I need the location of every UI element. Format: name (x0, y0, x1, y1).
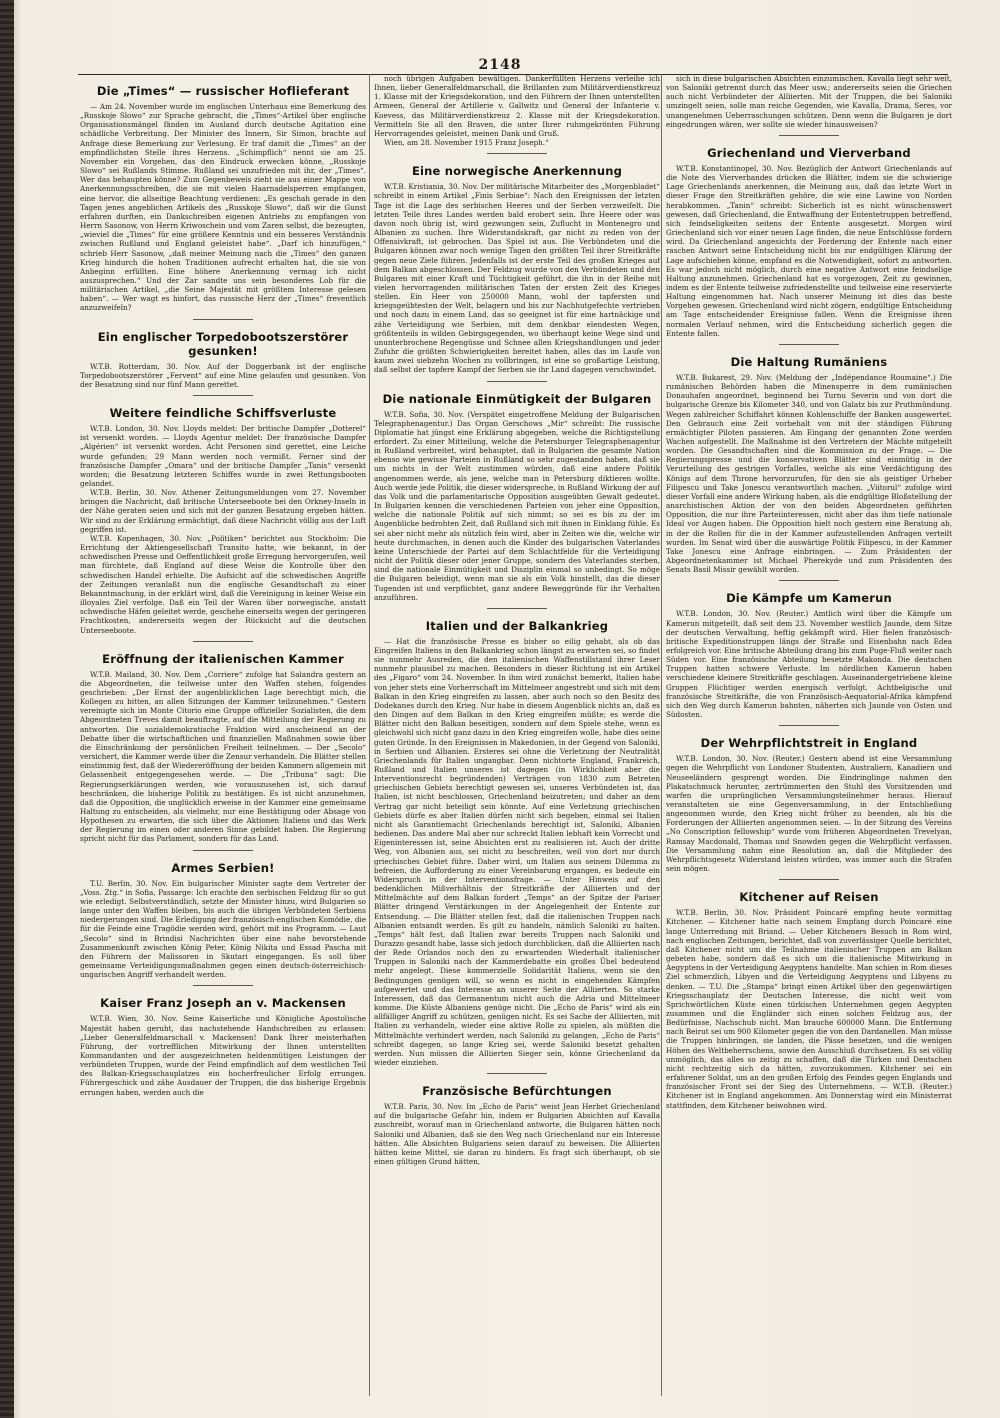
article-headline: Italien und der Balkankrieg (425, 618, 609, 633)
article-separator (193, 641, 253, 642)
article-paragraph: W.T.B. Bukarest, 29. Nov. (Meldung der „Indépendance Roumaine“.) Die rumänischen Behörden haben die Minensperre in dem rumänischen Donauhafen angeordnet, beginnend bei Turnu Severin und von dort die bulgarische Grenze bis Kilometer 340, und von Galatz bis zur Pruthmündung. Wegen zahlreicher Schiffahrt können Kohlenschiffe der Banken ausgewertet. Den Gebrauch eine Zeit vorbehalt von mit der ständigen Führung ermächtigter Piloten passieren. Am Eingang der genannten Zone werden Wachen aufgestellt. Die Maßnahme ist den Vertretern der Mächte mitgeteilt worden. Die Gesandtschaften sind die Kommission zu der Frage. — Die Regierungspresse und die konservativen Blätter sind einmütig in der Verurteilung des gestrigen Vorfalles, welche als eine Verdächtigung des Königs auf dem Throne hervorzurufen, für den sie als geistiger Urheber Filipescu und Take Jonescu verantwortlich machen. „Viitorul“ zufolge wird dieser Vorfall eine andere Wirkung haben, als die endgültige Bloßstellung der anarchistischen Aktion der von den beiden Abgeordneten geführten Opposition, die nur ihre Parteiinteressen, nicht aber das ihm tiefe nationale Ideal vor Augen haben. Die Opposition hielt noch gestern eine Beratung ab, in der die Rollen für die in der Kammer aufzustellenden Anfragen verteilt wurden. Im Senat wird über die auswärtige Politik Filipescu, in der Kammer Take Jonescu eine Anfrage einbringen. — Zum Präsidenten der Abgeordnetenkammer ist Michael Pherekyde und zum Präsidenten des Senats Basil Missir gewählt worden. (666, 372, 952, 575)
article-separator (487, 381, 547, 382)
article-paragraph: W.T.B. Wien, 30. Nov. Seine Kaiserliche und Königliche Apostolische Majestät haben geruht, das nachstehende Handschreiben zu erlassen: „Lieber Generalfeldmarschall v. Mackensen! Dank Ihrer meisterhaften Führung, der vortrefflichen Mitwirkung der Ihnen unterstellten Kommandanten und der ausgezeichneten heldenmütigen Leistungen der verbündeten Truppen, wurde der Feind empfindlich auf dem westlichen Teil des Balkan-Kriegsschauplatzes ein hocherfreulicher Erfolg errungen. Führergeschick und zähe Ausdauer der Truppen, die das bisherige Ergebnis errungen haben, werden auch die (80, 1014, 366, 1097)
article-headline: Weitere feindliche Schiffsverluste (109, 406, 337, 421)
article-separator (779, 344, 839, 345)
article-headline: Französische Befürchtungen (422, 1084, 612, 1099)
article (374, 619, 660, 1067)
article-headline: Die nationale Einmütigkeit der Bulgaren (382, 391, 652, 406)
article (666, 74, 952, 129)
article (374, 1084, 660, 1166)
article (666, 591, 952, 719)
article (374, 74, 660, 147)
article (80, 330, 366, 389)
article-paragraph: W.T.B. Kristiania, 30. Nov. Der militärische Mitarbeiter des „Morgenbladet“ schreibt in einem Artikel „Finis Serbiae“: Nach den Ereignissen der letzten Tage ist die Lage des serbischen Heeres und der Serben verzweifelt. Die letzten Teile ihres Landes werden bald erobert sein. Ihre Heere oder was davon noch übrig ist, wird gezwungen sein, Zuflucht in Montenegro und Albanien zu suchen. Ihre Widerstandskraft, gar nicht zu reden von der Offensivkraft, ist gebrochen. Das Spiel ist aus. Die Verbündeten und die Bulgaren können zwar noch wenige Tagen den größten Teil ihrer Streitkräfte gegen neue Ziele führen. Jedenfalls ist der erste Teil des großen Krieges auf dem Balkan abgeschlossen. Der Feldzug wurde von den Verbündeten und den Bulgaren mit einer Kraft und Tüchtigkeit geführt, die ihn in der Reihe mit vielen hervorragenden militärischen Taten der ersten Zeit des Krieges stellen. Ein Heer von 250000 Mann, wohl der tapfersten und kriegsgeübtesten der Welt, belagern und bis zur Nachhutgefechte vertrieben und noch dazu in einem Land, das so geeignet ist für eine hartnäckige und zähe Verteidigung wie Serbien, mit dem denkbar elendesten Wegen, größtenteils in wilden Gebirgsgegenden, wo überhaupt keine Wege sind und ununterbrochene Regengüsse und Schnee allen Kriegshandlungen und jeder Zufuhr die größten Schwierigkeiten bereitet haben, alles das im Laufe von kaum zwei siebzehn Wochen zu vollbringen, ist eine so großartige Leistung, daß selbst der tapfere Kampf der Serben sie ihr Land dagegen verschwindet. (374, 182, 660, 375)
article-headline: Die Haltung Rumäniens (730, 354, 888, 369)
article-separator (779, 879, 839, 880)
article-paragraph: W.T.B. Kopenhagen, 30. Nov. „Politiken“ berichtet aus Stockholm: Die Errichtung der Aktiengesellschaft Transito hatte, wie bekannt, in der schwedischen Presse und Oeffentlichkeit große Erregung hervorgerufen, weil man fürchtete, daß England auf diese Weise die Kontrolle über den schwedischen Handel erhielte. Die Aufsicht auf die schwedischen Angriffe der Zeitungen veranlaßt nun die englische Gesandtschaft zu einer Bekanntmachung, in der erklärt wird, daß die Vereinigung in keiner Weise ein illoyales Ziel verfolge. Daß ein Teil der Waren über norwegische, anstatt schwedische Häfen geleitet werde, geschehe einerseits wegen der geringeren Frachtkosten, andererseits wegen der Rücksicht auf die deutschen Unterseeboote. (80, 533, 366, 635)
article (80, 406, 366, 635)
article-separator (487, 1073, 547, 1074)
article-headline: Die „Times“ — russischer Hoflieferant (96, 84, 350, 98)
article-separator (487, 608, 547, 609)
article-headline: Kitchener auf Reisen (739, 890, 879, 905)
article-paragraph: W.T.B. Mailand, 30. Nov. Dem „Corriere“ zufolge hat Salandra gestern an die Abgeordneten, die teilweise unter den Waffen stehen, folgendes geschrieben: „Der Ernst der augenblicklichen Lage berechtigt mich, die Kollegen zu bitten, an allen Sitzungen der Kammer teilzunehmen.“ Gestern vereinigte sich im Monte Citorio eine Gruppe offizieller Sozialisten, die dem Abgeordneten Treves damit beauftragte, auf die Mitteilung der Regierung zu antworten. Die sozialdemokratische Fraktion wird anscheinend an der Debatte über die wirtschaftlichen und finanziellen Maßnahmen sowie über die Einschränkung der persönlichen Freiheit teilnehmen. — Der „Secolo“ versichert, die Kammer werde über die Zensur verhandeln. Die Blätter stellen einstimmig fest, daß der Wiedereröffnung der beiden Kammern allgemein mit Gelassenheit entgegengesehen werde. — Die „Tribuna“ sagt: Die Regierungserklärungen werden, wie vorauszusehen ist, sich darauf beschränken, die bisherige Politik zu bestätigen. Es ist nicht anzunehmen, daß die Opposition, die unglücklich erweise in der Kammer eine gemeinsame Haltung zu entscheiden, als vielmehr, nur eine Bestätigung oder Absage von Hypothesen zu erwarten, die sich über die Aktionen Italiens und das Werk der Regierung im einen oder anderen Sinne gebildet haben. Die Regierung spricht nicht für das Parlament, sondern für das Land. (80, 669, 366, 844)
article-headline: Ein englischer Torpedobootszerstörer gesunken! (97, 329, 349, 358)
article-paragraph: — Hat die französische Presse es bisher so eilig gehabt, als ob das Eingreifen Italiens in den Balkankrieg schon längst zu erwarten sei, so findet sie nunmehr Ausreden, die den italienischen Waffenstillstand ihrer Leser nunmehr plausibel zu machen. Besonders in dieser Richtung ist ein Artikel des „Figaro“ vom 24. November. In ihm wird zunächst bemerkt, Italien habe von jeher stets eine Vorherrschaft im Mittelmeer angestrebt und sich mit dem Balkan in den Krieg eingreifen zu lassen, aber auch noch so den Besitz des Dodekanes durch den Krieg. Nur habe in diesem Augenblick nichts an, daß es den Dingen auf dem Balkan in den Krieg eingreifen müßte; es werde die Blätter nicht den Balkan beseitigen, sondern auf dem Spiele stehe, wenn es gleichwohl sich nicht ganz dazu in den Krieg eingreifen wolle, habe dies seine guten Gründe. In den Ereignissen in Makedonien, in der Gegend von Saloniki, in Serbien und Albanien. Ersteres sei ohne die Verletzung der Neutralität Griechenlands für Italien ungangbar. Denn nichtorte England, Frankreich, Rußland und Italien unseres ist dagegen (in Wirklichkeit aber die Interventionsrecht begründenden) Verträgen von 1830 zum Betreten griechischen Gebiets berechtigt gewesen sei, unseres Verbündeten ist, das Italien, ist nicht beschlossen, Griechenland beizutreten; und daher an dem Vertrag gar nicht beteiligt sein könnte. Auf eine Verletzung griechischen Gebiets dürfe es aber Italien dürfen nicht sich begeben, einmal sei Italien nicht als Garantiemacht Griechenlands berechtigt ist, Saloniki, Albanien bedienen. Das andere Mal aber nur schreckt Italien lebhaft kein Vorrecht und Eigeninteressen ist, seine Absichten erst zu realisieren ist. Auch der dritte Weg, von Albanien aus, sei nicht zu beschreiten, weil von dort nur durch griechisches Gebiet führe. Daher wird, um Italien aus seinem Dilemma zu befreien, die Aufforderung zu einer Vereinbarung ergangen, es bedeute ein Widerspruch in der Interventionsfrage. — Unter Hinweis auf den bedenklichen Mißverhältnis der Streitkräfte der Alliierten und der Mittelmächte auf dem Balkan fordert „Temps“ an der Spitze der Pariser Blätter dringend Verstärkungen in der Angelegenheit der Entente zur Entsendung. — Die Blätter stellen fest, daß die italienischen Truppen nach Albanien entsandt werden. Es gilt zu handeln, nämlich Saloniki zu halten. „Temps“ hält fest, daß Italien zwar bereits Truppen nach Saloniki und Durazzo gesandt habe, lasse sich jedoch durchblicken, daß die Alliierten nach der Rede Orlandos noch den zu erwartenden Wiederhalt italienischer Truppen in Saloniki nach der Kammerdebatte ein großes Übel bedeutend mehr angelegt. Diese kommerzielle Solidarität Italiens, wenn sie den Bedingungen genügen will, so wenn es nicht in eingehenden Kämpfen aufgewertet und das Interesse an unserer Seite der Alliierten. So starke Interessen, daß das Germanentum nicht auch die Adria und Mittelmeer komme. Die Küste Albaniens genüge nicht. Die „Echo de Paris“ wird als ein allfälliger Angriff zu schützen, genügen nicht. Es sei Sache der Alliierten, mit Italien zu verhandeln, wieder eine aktive Rolle zu spielen, als müßten die Mittelmächte verhindert werden, nach Saloniki zu gelangen, „Echo de Paris“ schreibt dagegen, so lange Krieg sei, werde Saloniki besetzt gehalten werden. Nun müssen die Alliierten Sieger sein, könne Griechenland da wieder einziehen. (374, 636, 660, 1067)
article-paragraph: Wien, am 28. November 1915 Franz Joseph.“ (384, 138, 549, 148)
article-separator (487, 153, 547, 154)
article-separator (193, 395, 253, 396)
article-paragraph: W.T.B. Rotterdam, 30. Nov. Auf der Doggerbank ist der englische Torpedobootszerstörer „Fervent“ auf eine Mine gelaufen und gesunken. Von der Besatzung sind nur fünf Mann gerettet. (80, 361, 366, 389)
article-separator (193, 985, 253, 986)
article-paragraph: W.T.B. London, 30. Nov. (Reuter.) Gestern abend ist eine Versammlung gegen die Wehrpflicht von Londoner Studenten, Australiern, Kanadiern und Neuseeländern gesprengt worden. Die Eindringlinge nahmen den Plakatschmuck herunter, zertrümmerten den Stuhl des Vorsitzenden und warfen die ursprünglichen Versammlungsteilnehmer heraus. Hierauf veranstalteten sie eine Gegenversammlung, in der Entschließung angenommen wurde, den Krieg nicht früher zu beenden, als bis die Forderungen der Alliierten angenommen seien. — In der Sitzung des Vereins „No Conscription fellowship“ wurde vom früheren Abgeordneten Trevelyan, Ramsay Macdonald, Thomas und Snowden gegen die Wehrpflicht verfassen. Die Versammlung nahm eine Resolution an, daß die Mitglieder des Wehrpflichtsgesetz Widerstand leisten würden, was immer auch die Strafen sein mögen. (666, 754, 952, 874)
article (666, 736, 952, 873)
article-headline: Die Kämpfe um Kamerun (726, 591, 892, 606)
article-paragraph: T.U. Berlin, 30. Nov. Ein bulgarischer Minister sagte dem Vertreter der „Voss. Ztg.“ in Sofia, Passarge: Ich erachte den serbischen Feldzug für so gut wie erledigt. Selbstverständlich, setzte der Minister hinzu, wird Bulgarien so lange unter den Waffen bleiben, bis auch die übrigen Verbündeten Serbiens niedergerungen sind. Die Erledigung der französisch-englischen Komödie, die für die Feinde eine Tragödie werden wird, gehört mit ins Programm. — Laut „Secolo“ sind in Brindisi Nachrichten über eine nahe bevorstehende Zusammenkunft zwischen König Peter, König Nikita und Essad Pascha mit den Führern der Malissoren in Skutari eingegangen. Es soll über gemeinsame Verteidigungsmaßnahmen gegen einen deutsch-österreichisch-ungarischen Angriff verhandelt werden. (80, 878, 366, 980)
article-paragraph: W.T.B. London, 30. Nov. Lloyds meldet: Der britische Dampfer „Dotterel“ ist versenkt worden. — Lloyds Agentur meldet: Der französische Dampfer „Algérien“ ist versenkt worden. Acht Personen sind gerettet, eine Leiche wurde gefunden; 29 Mann werden noch vermißt. Ferner sind der französische Dampfer „Omara“ und der britische Dampfer „Tanis“ versenkt worden; die Besatzung letzteren Schiffes wurde in zwei Rettungsbooten gelandet. (80, 424, 366, 488)
article-paragraph: noch übrigen Aufgaben bewältigen. Dankerfüllten Herzens verleihe ich Ihnen, lieber Generalfeldmarschall, die Brillanten zum Militärverdienstkreuz 1. Klasse mit der Kriegsdekoration, und den Führern der Ihnen unterstellten Armeen, General der Artillerie v. Gallwitz und General der Infanterie v. Koevess, das Militärverdienstkreuz 2. Klasse mit der Kriegsdekoration. Vermitteln Sie all den Braven, die unter Ihrer ruhmgekrönten Führung Hervorragendes geleistet, meinen Dank und Gruß. (374, 74, 660, 138)
article-headline: Der Wehrpflichtstreit in England (700, 736, 918, 751)
column-3 (666, 74, 952, 1396)
article (80, 996, 366, 1096)
article (374, 392, 660, 602)
article (666, 355, 952, 574)
column-2 (374, 74, 660, 1396)
article-paragraph: sich in diese bulgarischen Absichten einzumischen. Kavalla liegt sehr weit, von Saloniki getrennt durch das Meer usw.; andererseits seien die Griechen auch nicht Verbündeter der Alliierten. Mit der Truppen, die bei Saloniki umzingelt seien, solle man reiche Gegenden, wie Kavalla, Drama, Seres, vor unangenehmen Ueberraschungen schützen. Denn wenn die Bulgaren je dort eingedrungen wären, wer sollte sie wieder hinausweisen? (666, 74, 952, 129)
article-headline: Armes Serbien! (171, 860, 275, 875)
article-separator (779, 725, 839, 726)
article-headline: Eröffnung der italienischen Kammer (102, 651, 344, 666)
column-1 (80, 74, 366, 1396)
article-paragraph: — Am 24. November wurde im englischen Unterhaus eine Bemerkung des „Russkoje Slowo“ zur Sprache gebracht, die „Times“-Artikel über englische Organisationsmängel fänden im Ausland durch deutsche Agitation eine schädliche Verbreitung. Der Minister des Innern, Sir Simon, brachte auf Anfrage diese Bemerkung zur Verlesung. Er traf damit die „Times“ an der empfindlichsten Stelle ihres Herzens. „Schimpflich“ nennt sie am 25. November ein Vorgehen, das den Eindruck erwecken könne, „Russkoje Slowo“ sei Rußlands Stimme. Rußland sei unzufrieden mit ihr, der „Times“. Wer das behaupten könne? Zum Gegenbeweis zieht sie aus einer Mappe von Anerkennungsschreiben, die sie mit vielen Haarnadelsperren empfangen, eine hervor, die allseitige Beachtung verdienen: „Es geschah gerade in den Tagen jenes angeblichen Artikels des „Russkoje Slowo“, daß wir die Gunst erfahren durften, ein Dankschreiben eigenen Antriebs zu empfangen von Herrn Sasonow, von Herrn Kriwoschein und vom Zaren selbst, die bezeugten, „wieviel die „Times“ für eine größere Kenntnis und ein besseres Verständnis zwischen Rußland und England geleistet habe“. „Darf ich hinzufügen,“ schrieb Herr Sasonow, „daß meiner Meinung nach die „Times“ den ganzen Krieg hindurch die hohen Traditionen aufrecht erhalten hat, die sie von Anbeginn erfüllten. Eine höhere Anerkennung vermag ich nicht auszusprechen.“ Und der Zar sandte uns sein besonderes Lob für die militärischen Artikel, „die Seine Majestät mit größtem Interesse gelesen haben“. — Wer wagt es hinfort, das russische Herz der „Times“ freventlich anzuzweifeln? (80, 102, 366, 313)
column-divider (369, 74, 370, 1396)
article-paragraph: W.T.B. Berlin, 30. Nov. Athener Zeitungsmeldungen vom 27. November bringen die Nachricht, daß britische Unterseeboote bei den Orkney-Inseln in der Nähe geraten seien und sich mit der ganzen Besatzung ergeben hätten. Wir sind zu der Erklärung ermächtigt, daß diese Nachricht völlig aus der Luft gegriffen ist. (80, 488, 366, 534)
article-headline: Eine norwegische Anerkennung (411, 164, 623, 179)
article-separator (193, 319, 253, 320)
article (666, 146, 952, 338)
page-number: 2148 (478, 57, 522, 73)
article (374, 164, 660, 374)
article-headline: Kaiser Franz Joseph an v. Mackensen (100, 996, 346, 1011)
article-separator (779, 580, 839, 581)
article (80, 861, 366, 980)
article-paragraph: W.T.B. Paris, 30. Nov. Im „Echo de Paris“ weist Jean Herbet Griechenland auf die bulgarische Gefahr hin, indem er Bulgarien Absichten auf Kavalla zuschreibt, worauf man in Griechenland antworte, die Bulgaren hätten noch Saloniki und Albanien, daß sie den Weg nach Griechenland nur ein Interesse hätten. Alle Absichten Bulgariens seien darauf zu beweisen. Die Alliierten hätten keine Mittel, sie daran zu hindern. Es fragt sich überhaupt, ob sie einen gültigen Grund hätten, (374, 1102, 660, 1167)
article-paragraph: W.T.B. Berlin, 30. Nov. Präsident Poincaré empfing heute vormittag Kitchener. — Kitchener hatte nach seinem Empfang durch Poincaré eine lange Unterredung mit Briand. — Ueber Kitcheners Besuch in Rom wird, nach englischen Zeitungen, berichtet, daß von zuverlässiger Quelle berichtet, daß Kitchener nicht um die Teilnahme italienischer Truppen am Balkan gebeten habe, sondern daß es sich um die italienische Mitwirkung in Aegyptens in der Verteidigung Aegyptens handelte. Man schien in Rom dieses Ziel schmerzlich, Libyen und die Verteidigung Aegyptens und Libyens zu denken. — T.U. Die „Stampa“ bringt einen Artikel über den gegenwärtigen Kriegsschauplatz der Deutschen Interesse, die nicht weit vom Sprichwörtlichen Küste einen türkischen Unternehmen gegen Aegypten zusammen und die Engländer sich einen solchen Feldzug aus, der Bedürfnisse, Nachschub nicht. Man brauche 600000 Mann. Die Entfernung nach Beirut sei um 900 Kilometer gegen die von den Dardanellen. Man müsse die Truppen hinbringen, sie landen, die Pässe besetzen, und die wenigen Höhen des Weltbeherrschens, sowie den Ausschluß durchsetzen. Es sei völlig unmöglich, das alles so zeitig zu schaffen, daß die Türken und Deutschen nicht rechtzeitig sich da hätten, zuvorzukommen. Kitchener sei ein erfahrener Soldat, um an den großen Erfolg des Feindes gegen Englands und französischer Front sei der Sieg des Unternehmens. — W.T.B. (Reuter.) Kitchener ist in England angekommen. Am Donnerstag wird ein Ministerrat stattfinden, dem Kitchener beiwohnen wird. (666, 908, 952, 1110)
article-headline: Griechenland und Vierverband (707, 145, 911, 160)
article (80, 84, 366, 313)
article-paragraph: W.T.B. London, 30. Nov. (Reuter.) Amtlich wird über die Kämpfe um Kamerun mitgeteilt, daß seit dem 23. November westlich Jaunde, dem Sitze der deutschen Verwaltung, heftig gekämpft wird. Hier fielen französisch-britische Expeditionstruppen längs der Straße und Eisenbahn nach Edea erfolgreich vor. Eine britische Abteilung drang bis zum Puge-Fluß weiter nach Süden vor. Eine französische Abteilung besetzte Makonda. Die deutschen Truppen hatten schwere Verluste. Im nördlichen Kamerun haben verschiedene kleinere Streitkräfte geschlagen. Auseinandergetriebene kleine Gruppen Flüchtiger werden energisch verfolgt. Achtbelgische und französische Streitkräfte, die von Französisch-Aequatorial-Afrika kämpfend sich den Weg durch Kamerun bahnten, näherten sich Jaunde von Osten und Südosten. (666, 609, 952, 720)
book-binding (0, 0, 14, 1418)
article-paragraph: W.T.B. Konstantinopel, 30. Nov. Bezüglich der Antwort Griechenlands auf die Note des Vierverbandes drücken die Blätter, indem sie die schwierige Lage Griechenlands anerkennen, die Meinung aus, daß das letzte Wort in dieser Frage den Streitkräften gehöre, die wie eine Lawine von Norden herabkommen. „Tanin“ schreibt: Sicherlich ist es nicht wünschenswert gewesen, daß Griechenland, die Entwaffnung der Ententetruppen betreffend, sich feindseligkeiten seitens der Entente ausgesetzt. Morgen wird Griechenland sich vor einer neuen Lage finden, die neue Entschlüsse fordern wird. Da Griechenland angesichts der Forderung der Entente nach einer raschen Antwort seine Entscheidung nicht bis zur endgültigen Klärung der Lage aufschieben könne, empfand es die Notwendigkeit, sofort zu antworten. Es war jedoch nicht möglich, durch eine negative Antwort eine feindselige Haltung anzunehmen. Griechenland hat es vorgezogen, Zeit zu gewinnen, indem es der Entente teilweise zufriedenstellte und teilweise eine reservierte Haltung eingenommen hat. Nach unserer Meinung ist dies das beste Vorgehen gewesen. Griechenland wird nicht zögern, endgültige Entscheidung am Tage entscheidender Ereignisse fallen. Wenn die Ereignisse ihren normalen Verlauf nehmen, wird die Entscheidung sicherlich gegen die Entente fallen. (666, 163, 952, 338)
article-separator (779, 135, 839, 136)
article-paragraph: W.T.B. Sofia, 30. Nov. (Verspätet eingetroffene Meldung der Bulgarischen Telegraphenagentur.) Das Organ Gerschows „Mir“ schreibt: Die russische Diplomatie hat jüngst eine Erklärung abgegeben, welche die Richtigstellung erfordert. Zu einer Mitteilung, welche die Petersburger Telegraphenagentur in Rußland verbreitet, wird behauptet, daß in Bulgarien die gesamte Nation ebenso wie gewisse Parteien in Rußland so sehr zugestanden haben, daß sie um nichts in der Welt zustimmen würden, daß eine andere Politik angenommen werde, als jene, welche man in Petersburg diktieren wollte. Auch werde jede Politik, die dieser widerspreche, in Rußland Wirkung der auf das Volk und die parlamentarische Opposition ausgeübten Gewalt gedeutet. In Bulgarien kennen die verschiedenen Parteien von jeher eine Opposition, welche die nationale Politik auf sich nimmt; so sei es bis zu der im Augenblicke bedrohten Zeit, daß Rußland sich mit ihnen in Einklang fühle. Es sei aber nicht mehr als nützlich fein wird, aber in Zeiten wie die, welche wir heute durchmachen, in denen auch die Kinder des bulgarischen Vaterlandes keine Unterschiede der Partei auf dem Schlachtfelde für die Verteidigung nicht der Politik dieser oder jener Gruppe, sondern des Vaterlandes sterben, sind die nationale Einmütigkeit und Disziplin einmal so unbedingt. So möge die Bulgaren beleidigt, wenn man sie als ein Volk hinstellt, das die dieser Tugenden ist und verpflichtet, ganz andere Beweggründe für ihr Verhalten anzuführen. (374, 409, 660, 602)
article-separator (193, 850, 253, 851)
column-divider (661, 74, 662, 1396)
article (666, 890, 952, 1109)
article (80, 652, 366, 844)
